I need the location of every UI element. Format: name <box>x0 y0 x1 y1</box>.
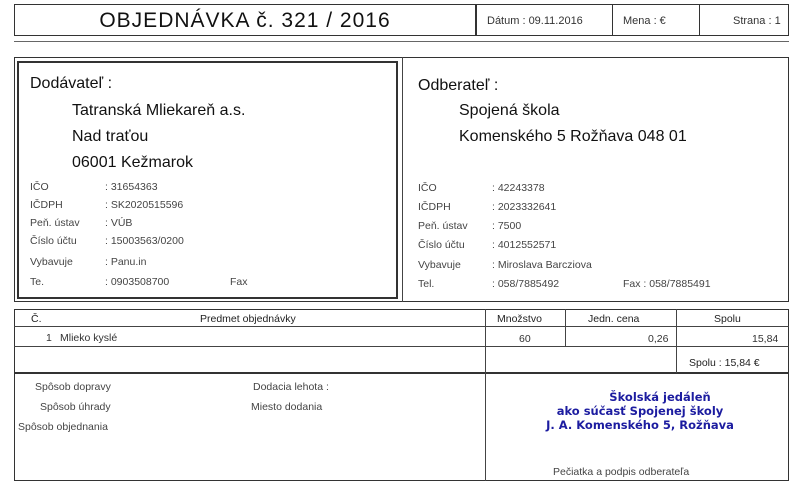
col-header-unit: Jedn. cena <box>588 313 640 325</box>
customer-name: Spojená škola <box>459 102 560 119</box>
customer-ico-label: IČO <box>418 182 437 194</box>
document-title: OBJEDNÁVKA č. 321 / 2016 <box>99 9 391 32</box>
customer-bank-value: : 7500 <box>492 220 522 232</box>
col-divider-total <box>676 309 677 373</box>
supplier-box <box>17 61 398 299</box>
supplier-account-label: Číslo účtu <box>30 235 77 247</box>
header-divider <box>14 41 789 42</box>
col-header-no: Č. <box>31 313 42 325</box>
supplier-bank-value: : VÚB <box>105 217 133 229</box>
supplier-phone-label: Te. <box>30 276 45 288</box>
supplier-icdph-value: : SK2020515596 <box>105 199 184 211</box>
row-qty: 60 <box>519 333 531 345</box>
supplier-heading: Dodávateľ : <box>30 75 113 92</box>
customer-contact-label: Vybavuje <box>418 259 461 271</box>
row-no: 1 <box>46 332 52 344</box>
row-unit: 0,26 <box>648 333 669 345</box>
payment-label: Spôsob úhrady <box>40 401 111 413</box>
parties-divider <box>402 57 403 302</box>
supplier-fax-label: Fax <box>230 276 248 288</box>
col-divider-qty <box>485 309 486 373</box>
page-text: Strana : 1 <box>733 15 781 27</box>
date-text: Dátum : 09.11.2016 <box>487 15 583 27</box>
stamp-line-1: Školská jedáleň <box>609 390 711 404</box>
supplier-ico-value: : 31654363 <box>105 181 158 193</box>
supplier-bank-label: Peň. ústav <box>30 217 80 229</box>
customer-phone-value: : 058/7885492 <box>492 278 560 290</box>
customer-bank-label: Peň. ústav <box>418 220 468 232</box>
supplier-name: Tatranská Mliekareň a.s. <box>72 102 246 119</box>
delivery-term-label: Dodacia lehota : <box>253 381 329 393</box>
supplier-phone-value: : 0903508700 <box>105 276 170 288</box>
customer-account-value: : 4012552571 <box>492 239 557 251</box>
customer-icdph-label: IČDPH <box>418 201 451 213</box>
transport-label: Spôsob dopravy <box>35 381 111 393</box>
supplier-contact-value: : Panu.in <box>105 256 147 268</box>
supplier-icdph-label: IČDPH <box>30 199 63 211</box>
signature-label: Pečiatka a podpis odberateľa <box>553 466 690 478</box>
customer-phone-label: Tel. <box>418 278 435 290</box>
footer-divider <box>485 373 486 481</box>
supplier-contact-label: Vybavuje <box>30 256 73 268</box>
items-table <box>14 309 789 373</box>
stamp-line-3: J. A. Komenského 5, Rožňava <box>546 418 734 432</box>
supplier-account-value: : 15003563/0200 <box>105 235 184 247</box>
customer-icdph-value: : 2023332641 <box>492 201 557 213</box>
col-header-qty: Množstvo <box>497 313 542 325</box>
supplier-street: Nad traťou <box>72 128 149 145</box>
delivery-place-label: Miesto dodania <box>251 401 323 413</box>
customer-contact-value: : Miroslava Barcziova <box>492 259 592 271</box>
order-method-label: Spôsob objednania <box>18 421 108 433</box>
col-divider-unit <box>565 309 566 346</box>
customer-fax: Fax : 058/7885491 <box>623 278 711 290</box>
supplier-ico-label: IČO <box>30 181 49 193</box>
customer-account-label: Číslo účtu <box>418 239 465 251</box>
sum-total: Spolu : 15,84 € <box>689 357 760 369</box>
col-header-total: Spolu <box>714 313 741 325</box>
stamp-line-2: ako súčasť Spojenej školy <box>556 404 724 418</box>
row-item: Mlieko kyslé <box>60 332 118 344</box>
date-box <box>476 4 613 36</box>
customer-heading: Odberateľ : <box>418 77 499 94</box>
customer-ico-value: : 42243378 <box>492 182 545 194</box>
currency-text: Mena : € <box>623 15 666 27</box>
title-box <box>14 4 476 36</box>
page-box <box>699 4 789 36</box>
currency-box <box>612 4 700 36</box>
supplier-city: 06001 Kežmarok <box>72 154 193 171</box>
school-stamp <box>530 390 750 432</box>
table-row-line <box>14 346 789 347</box>
customer-address: Komenského 5 Rožňava 048 01 <box>459 128 687 145</box>
table-header-line <box>14 326 789 327</box>
col-header-item: Predmet objednávky <box>200 313 296 325</box>
row-total: 15,84 <box>752 333 779 345</box>
